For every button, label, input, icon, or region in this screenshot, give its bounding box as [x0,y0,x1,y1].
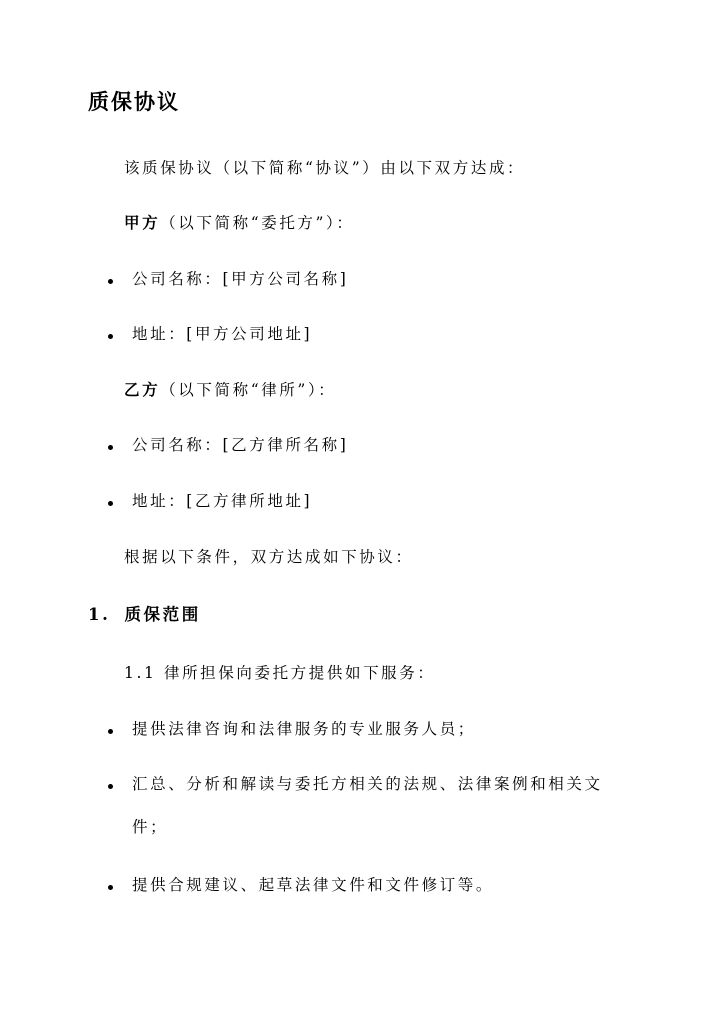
party-b-company-name: 公司名称：[乙方律所名称] [132,436,349,454]
service-item-text: 汇总、分析和解读与委托方相关的法规、法律案例和相关文 [132,775,603,793]
service-item-text-continued: 件； [132,818,169,836]
section-heading [88,603,201,627]
party-a-address: 地址：[甲方公司地址] [132,325,313,343]
clause-paragraph: 1.1 律所担保向委托方提供如下服务： [124,664,436,682]
party-a-alias: （以下简称“委托方”）： [160,214,355,232]
party-b-heading [124,378,336,402]
document-title: 质保协议 [88,89,180,114]
bullet-icon [108,501,113,506]
section-number: 1. [88,605,111,624]
bullet-icon [108,279,113,284]
agreement-paragraph: 根据以下条件，双方达成如下协议： [124,548,414,566]
party-b-address: 地址：[乙方律所地址] [132,492,313,510]
service-item-text: 提供法律咨询和法律服务的专业服务人员； [132,720,476,738]
service-item-text: 提供合规建议、起草法律文件和文件修订等。 [132,876,495,894]
party-a-company-name: 公司名称：[甲方公司名称] [132,270,349,288]
intro-paragraph: 该质保协议（以下简称“协议”）由以下双方达成： [124,159,526,177]
party-b-alias: （以下简称“律所”）： [160,381,337,399]
bullet-icon [108,729,113,734]
section-title: 质保范围 [124,605,201,624]
bullet-icon [108,445,113,450]
bullet-icon [108,885,113,890]
bullet-icon [108,334,113,339]
party-b-name: 乙方 [124,380,161,399]
party-a-name: 甲方 [124,213,161,232]
party-a-heading [124,211,355,235]
bullet-icon [108,784,113,789]
